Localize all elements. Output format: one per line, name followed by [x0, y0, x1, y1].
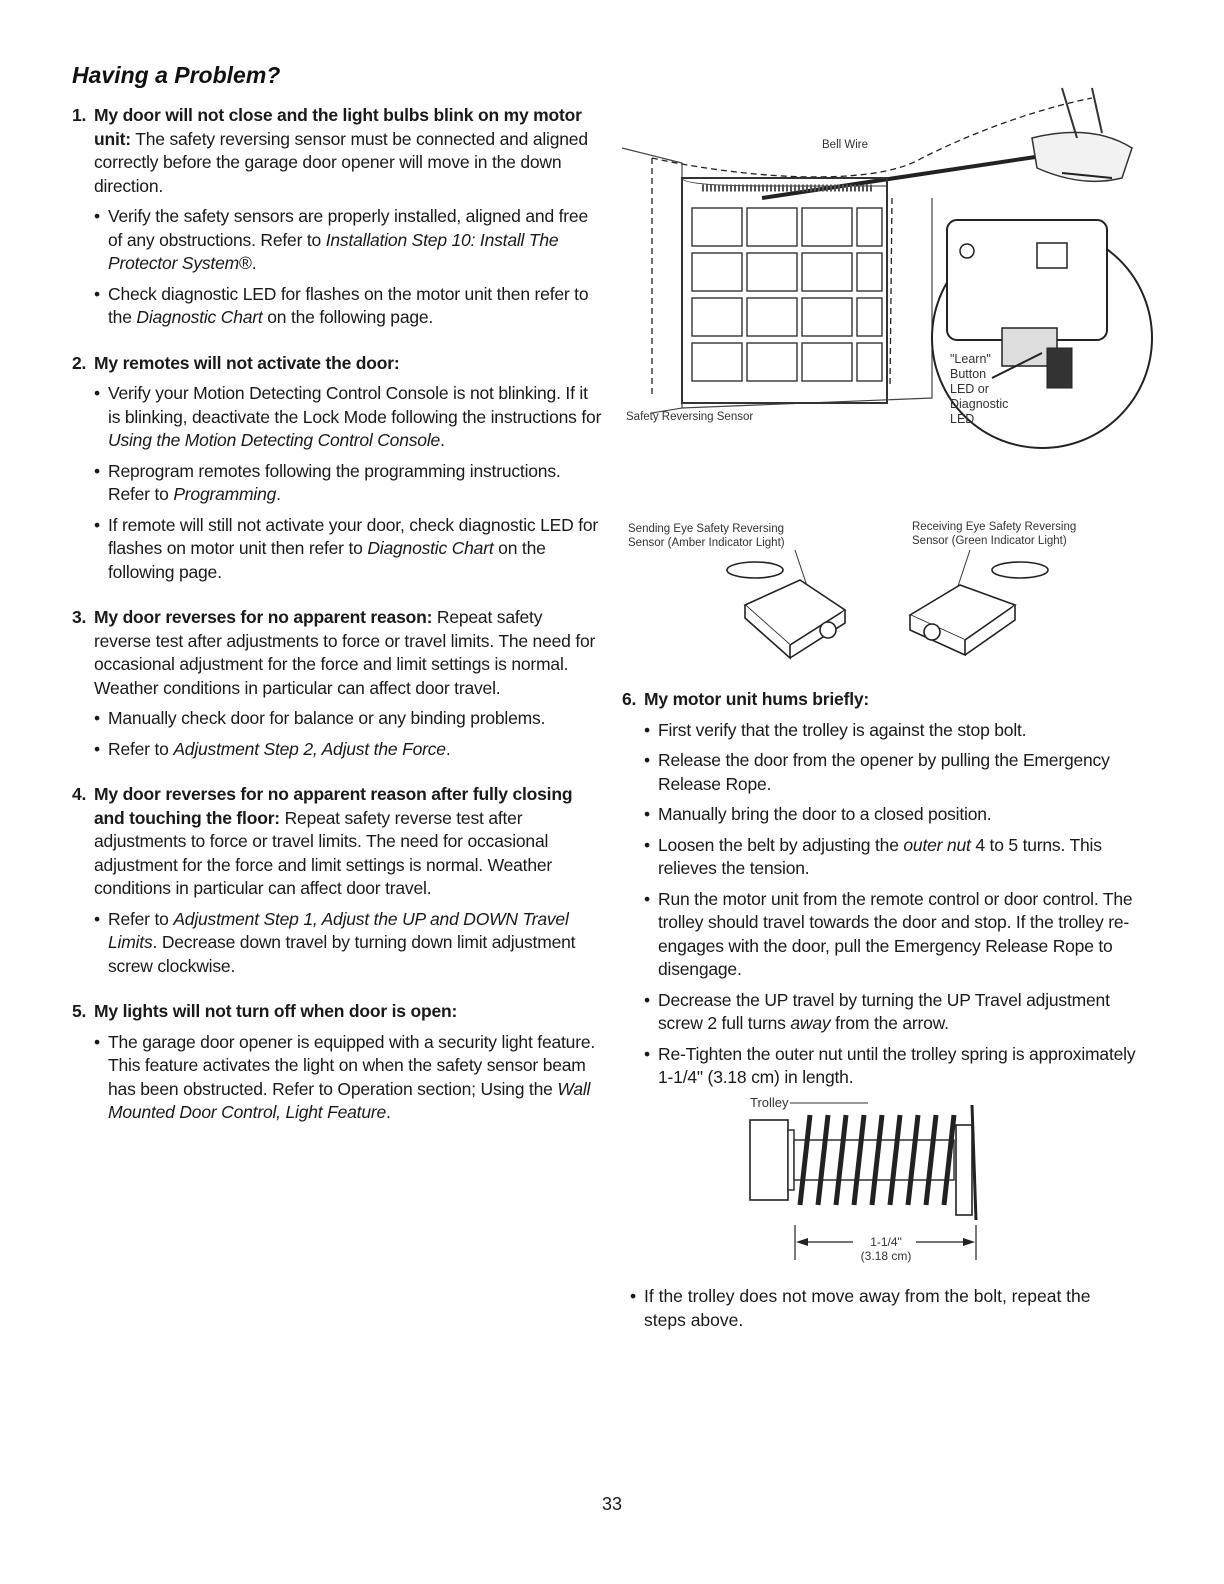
bullet-item: • Re-Tighten the outer nut until the trolley spring is approximately 1-1/4" (3.18 cm) in length. [644, 1043, 1142, 1090]
bullet-item: • Reprogram remotes following the programming instructions. Refer to Programming. [94, 460, 602, 507]
problem-3 [72, 606, 602, 761]
bullet-list [72, 908, 602, 979]
problem-2 [72, 352, 602, 585]
problem-title: My door reverses for no apparent reason after fully closing and touching the floor: [94, 784, 573, 828]
page-number: 33 [601, 1494, 623, 1514]
receiving-eye-sensor [910, 562, 1048, 655]
problem-number: 4. [72, 784, 87, 804]
safety-sensor-label: Safety Reversing Sensor [626, 411, 754, 423]
problem-text: The safety reversing sensor must be connected and aligned correctly before the garage door opener will move in the down direction. [94, 128, 588, 196]
bullet-item: • Verify the safety sensors are properly installed, aligned and free of any obstructions. Refer to Installation Step 10: Install The Protector System®. [94, 205, 602, 276]
bullet-list [622, 719, 1142, 1090]
problem-number: 3. [72, 607, 87, 627]
bullet-item: • Run the motor unit from the remote control or door control. The trolley should travel towards the door and stop. If the trolley re-engages with the door, pull the Emergency Release Rope to disengage. [644, 888, 1142, 982]
problem-title: My lights will not turn off when door is open: [94, 1001, 458, 1021]
page-heading: Having a Problem? [72, 62, 281, 88]
bell-wire-label: Bell Wire [822, 139, 869, 151]
door-panels [692, 208, 882, 381]
sending-eye-sensor [727, 562, 845, 658]
problem-number: 6. [622, 689, 637, 709]
garage-door-diagram [622, 68, 1162, 468]
problem-title: My door will not close and the light bulbs blink on my motor unit: [94, 105, 582, 149]
problem-1 [72, 104, 602, 330]
spring-coils [800, 1115, 954, 1205]
bullet-item: • If remote will still not activate your door, check diagnostic LED for flashes on motor unit then refer to Diagnostic Chart on the following page. [94, 514, 602, 585]
bullet-item: • Decrease the UP travel by turning the UP Travel adjustment screw 2 full turns away from the arrow. [644, 989, 1142, 1036]
problem-5 [72, 1000, 602, 1125]
problem-title: My motor unit hums briefly: [644, 689, 870, 709]
bullet-item: • Loosen the belt by adjusting the outer nut 4 to 5 turns. This relieves the tension. [644, 834, 1142, 881]
dimension-label: 1-1/4" (3.18 cm) [860, 1235, 912, 1263]
problem-number: 5. [72, 1001, 87, 1021]
bullet-list [72, 205, 602, 330]
bullet-item: • Check diagnostic LED for flashes on the motor unit then refer to the Diagnostic Chart on the following page. [94, 283, 602, 330]
bullet-list [72, 707, 602, 761]
receiving-sensor-label: Receiving Eye Safety Reversing Sensor (Green Indicator Light) [912, 521, 1077, 547]
bullet-item: • First verify that the trolley is against the stop bolt. [644, 719, 1142, 743]
problem-6 [622, 688, 1142, 1090]
right-column [622, 688, 1142, 1112]
bullet-item: • Refer to Adjustment Step 1, Adjust the UP and DOWN Travel Limits. Decrease down travel by turning down limit adjustment screw clockwise. [94, 908, 602, 979]
safety-sensors-illustration [700, 550, 1080, 680]
bullet-item: • Manually bring the door to a closed position. [644, 803, 1142, 827]
bullet-item: • Release the door from the opener by pulling the Emergency Release Rope. [644, 749, 1142, 796]
sending-sensor-label: Sending Eye Safety Reversing Sensor (Amber Indicator Light) [628, 523, 785, 549]
problem-title: My remotes will not activate the door: [94, 352, 400, 373]
bullet-item: • Refer to Adjustment Step 2, Adjust the Force. [94, 738, 602, 762]
bullet-list [72, 382, 602, 584]
problem-title: My door reverses for no apparent reason: [94, 607, 433, 627]
bullet-item: • Manually check door for balance or any binding problems. [94, 707, 602, 731]
problem-text: Repeat safety reverse test after adjustments to force or travel limits. The need for occasional adjustment for the force and limit settings is normal. Weather conditions in particular can affect door travel. [94, 807, 553, 898]
bullet-item: • The garage door opener is equipped with a security light feature. This feature activates the light on when the safety sensor beam has been obstructed. Refer to Operation section; Using the Wall Mounted Door Control, Light Feature. [94, 1031, 602, 1125]
problem-number: 1. [72, 105, 87, 125]
bullet-item: • Verify your Motion Detecting Control Console is not blinking. If it is blinking, deactivate the Lock Mode following the instructions for Using the Motion Detecting Control Console. [94, 382, 602, 453]
problem-4 [72, 783, 602, 978]
problem-text: Repeat safety reverse test after adjustments to force or travel limits. The need for occasional adjustment for the force and limit settings is normal. Weather conditions in particular can affect door travel. [94, 607, 596, 698]
bullet-list [72, 1031, 602, 1125]
left-column [72, 104, 602, 1147]
trolley-spring-illustration [748, 1095, 998, 1255]
learn-button-label: "Learn" Button LED or Diagnostic LED [950, 352, 1009, 426]
trolley-label: Trolley [750, 1095, 789, 1110]
problem-number: 2. [72, 352, 87, 373]
final-bullet: • If the trolley does not move away from the bolt, repeat the steps above. [644, 1285, 1124, 1332]
